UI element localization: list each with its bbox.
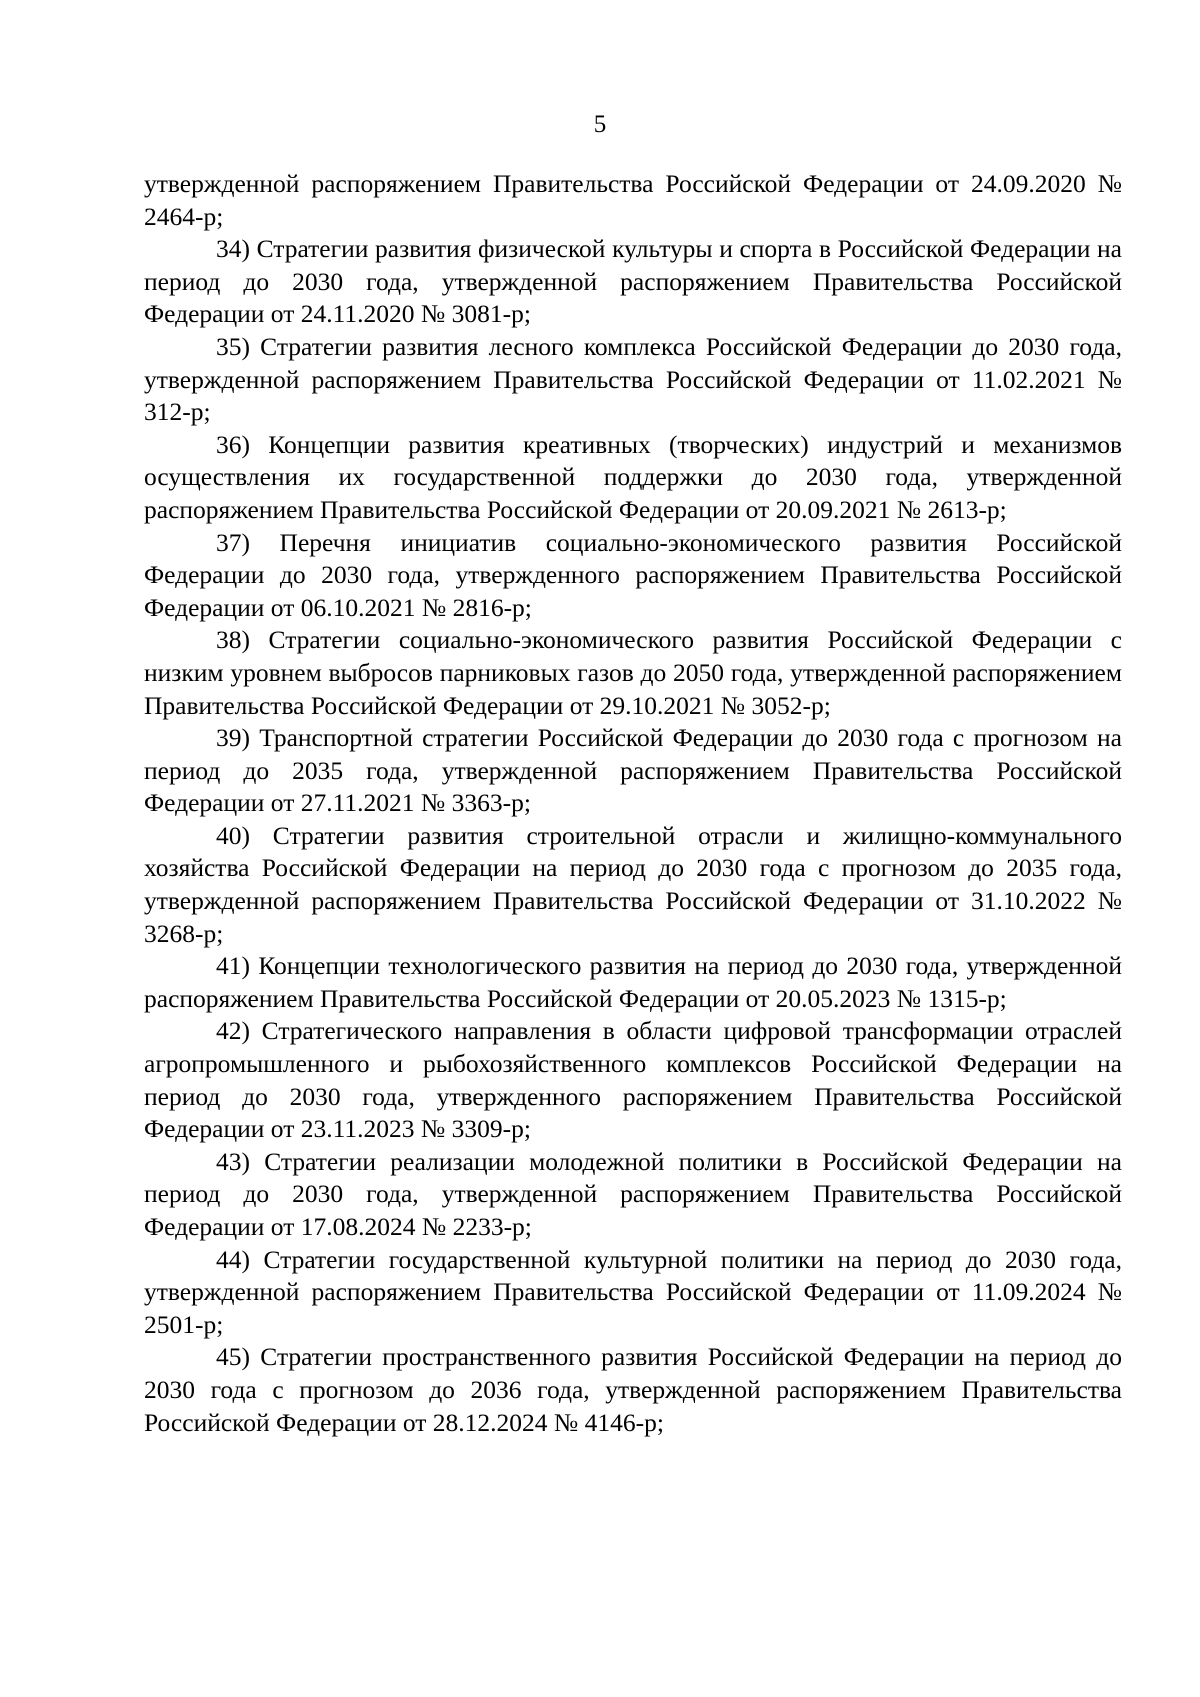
list-item-40: 40) Стратегии развития строительной отрасли и жилищно-коммунального хозяйства Российской Федерации на период до 2030 года с прогнозом до 2035 года, утвержденной распоряжением Правительства Российской Федерации от 31.10.2022 № 3268-р; (144, 820, 1122, 948)
list-item-41: 41) Концепции технологического развития на период до 2030 года, утвержденной распоряжением Правительства Российской Федерации от 20.05.2023 № 1315-р; (144, 951, 1122, 1013)
list-item-34: 34) Стратегии развития физической культуры и спорта в Российской Федерации на период до 2030 года, утвержденной распоряжением Правительства Российской Федерации от 24.11.2020 № 3081-р; (144, 234, 1122, 329)
page-number: 5 (593, 111, 607, 138)
list-item-42: 42) Стратегического направления в области цифровой трансформации отраслей агропромышленного и рыбохозяйственного комплексов Российской Федерации на период до 2030 года, утвержденного распоряжением Правительства Российской Федерации от 23.11.2023 № 3309-р; (144, 1016, 1122, 1144)
list-item-39: 39) Транспортной стратегии Российской Федерации до 2030 года с прогнозом на период до 2035 года, утвержденной распоряжением Правительства Российской Федерации от 27.11.2021 № 3363-р; (144, 723, 1122, 818)
document-body (144, 168, 1122, 1439)
paragraph-continuation: утвержденной распоряжением Правительства Российской Федерации от 24.09.2020 № 2464-р; (144, 169, 1122, 231)
list-item-37: 37) Перечня инициатив социально-экономического развития Российской Федерации до 2030 года, утвержденного распоряжением Правительства Российской Федерации от 06.10.2021 № 2816-р; (144, 527, 1122, 622)
list-item-44: 44) Стратегии государственной культурной политики на период до 2030 года, утвержденной распоряжением Правительства Российской Федерации от 11.09.2024 № 2501-р; (144, 1244, 1122, 1339)
list-item-45: 45) Стратегии пространственного развития Российской Федерации на период до 2030 года с прогнозом до 2036 года, утвержденной распоряжением Правительства Российской Федерации от 28.12.2024 № 4146-р; (144, 1342, 1122, 1437)
list-item-38: 38) Стратегии социально-экономического развития Российской Федерации с низким уровнем выбросов парниковых газов до 2050 года, утвержденной распоряжением Правительства Российской Федерации от 29.10.2021 № 3052-р; (144, 625, 1122, 720)
list-item-36: 36) Концепции развития креативных (творческих) индустрий и механизмов осуществления их государственной поддержки до 2030 года, утвержденной распоряжением Правительства Российской Федерации от 20.09.2021 № 2613-р; (144, 429, 1122, 524)
list-item-43: 43) Стратегии реализации молодежной политики в Российской Федерации на период до 2030 года, утвержденной распоряжением Правительства Российской Федерации от 17.08.2024 № 2233-р; (144, 1146, 1122, 1241)
list-item-35: 35) Стратегии развития лесного комплекса Российской Федерации до 2030 года, утвержденной распоряжением Правительства Российской Федерации от 11.02.2021 № 312-р; (144, 331, 1122, 427)
